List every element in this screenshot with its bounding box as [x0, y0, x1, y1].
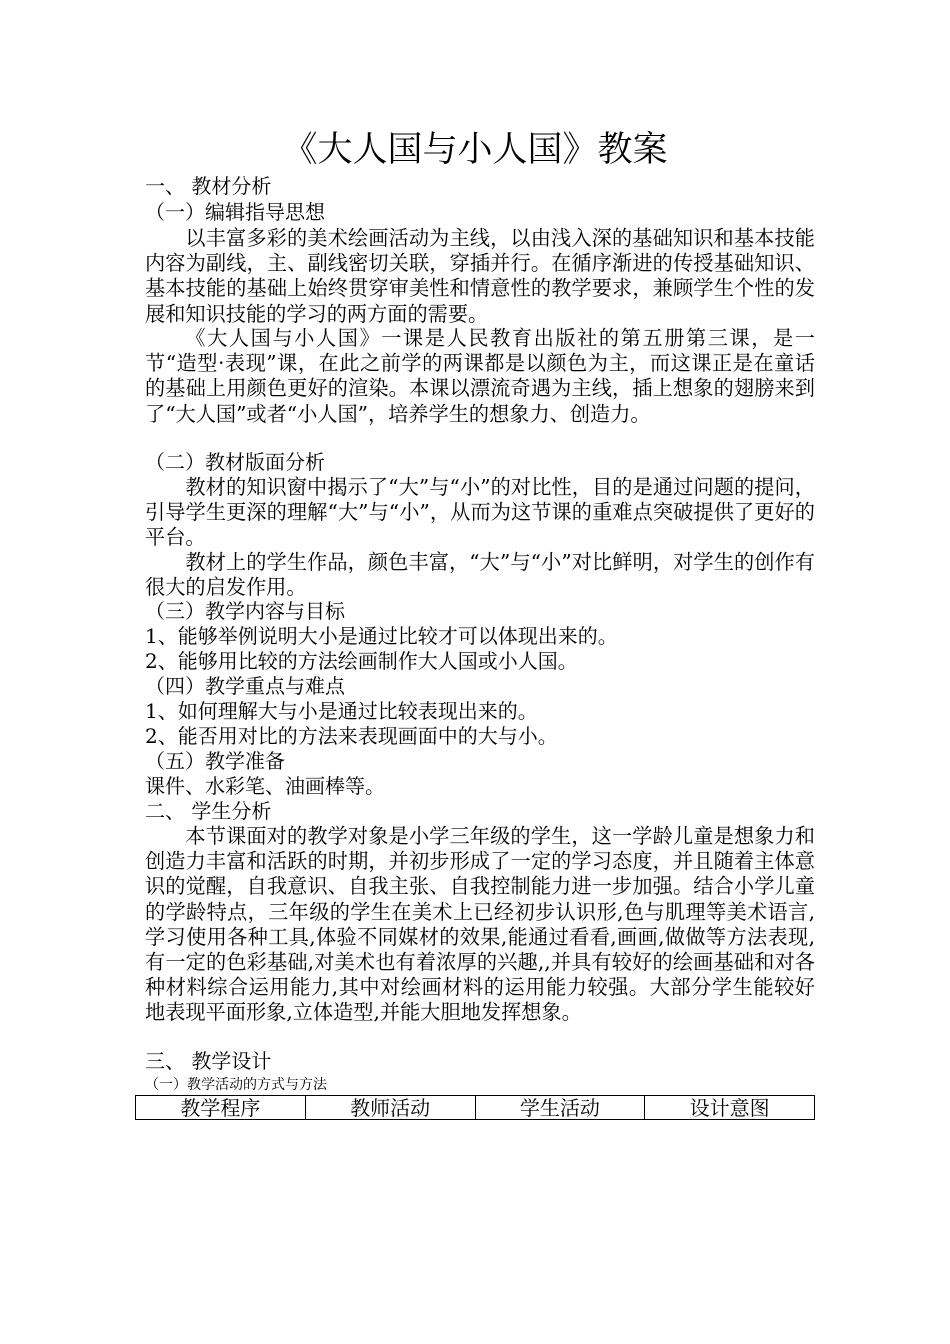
- column-header-procedure: 教学程序: [136, 1096, 306, 1120]
- section-2-heading: 二、 学生分析: [145, 799, 272, 823]
- document-title: 《大人国与小人国》教案: [282, 130, 668, 170]
- subsection-1-3-heading: （三）教学内容与目标: [145, 599, 345, 623]
- section-3-heading: 三、 教学设计: [145, 1049, 272, 1073]
- column-header-teacher-activity: 教师活动: [305, 1096, 475, 1120]
- key-point-item-1: 1、如何理解大与小是通过比较表现出来的。: [145, 699, 538, 723]
- paragraph-lesson-intro: 《大人国与小人国》一课是人民教育出版社的第五册第三课，是一节“造型·表现”课，在此之前学的两课都是以颜色为主，而这课正是在童话的基础上用颜色更好的渲染。本课以漂流奇遇为主线，插上想象的翅膀来到了“大人国”或者“小人国”，培养学生的想象力、创造力。: [145, 326, 815, 426]
- column-header-student-activity: 学生活动: [475, 1096, 645, 1120]
- subsection-1-1-heading: （一）编辑指导思想: [145, 200, 325, 224]
- table-header-row: [136, 1096, 815, 1120]
- paragraph-editing-guidance: 以丰富多彩的美术绘画活动为主线，以由浅入深的基础知识和基本技能内容为副线，主、副线密切关联，穿插并行。在循序渐进的传授基础知识、基本技能的基础上始终贯穿审美性和情意性的教学要求，兼顾学生个性的发展和知识技能的学习的两方面的需要。: [145, 226, 815, 326]
- subsection-1-4-heading: （四）教学重点与难点: [145, 674, 345, 698]
- subsection-1-5-heading: （五）教学准备: [145, 749, 285, 773]
- paragraph-student-works: 教材上的学生作品，颜色丰富，“大”与“小”对比鲜明，对学生的创作有很大的启发作用。: [145, 550, 815, 600]
- objective-item-2: 2、能够用比较的方法绘画制作大人国或小人国。: [145, 649, 578, 673]
- key-point-item-2: 2、能否用对比的方法来表现画面中的大与小。: [145, 724, 558, 748]
- column-header-design-intent: 设计意图: [645, 1096, 815, 1120]
- teaching-design-table: [135, 1095, 815, 1120]
- paragraph-knowledge-window: 教材的知识窗中揭示了“大”与“小”的对比性，目的是通过问题的提问，引导学生更深的理解“大”与“小”，从而为这节课的重难点突破提供了更好的平台。: [145, 475, 815, 550]
- subsection-1-2-heading: （二）教材版面分析: [145, 450, 325, 474]
- section-1-heading: 一、 教材分析: [145, 174, 272, 198]
- paragraph-student-analysis: 本节课面对的教学对象是小学三年级的学生，这一学龄儿童是想象力和创造力丰富和活跃的时期，并初步形成了一定的学习态度，并且随着主体意识的觉醒，自我意识、自我主张、自我控制能力进一步加强。结合小学儿童的学龄特点，三年级的学生在美术上已经初步认识形,色与肌理等美术语言,学习使用各种工具,体验不同媒材的效果,能通过看看,画画,做做等方法表现,有一定的色彩基础,对美术也有着浓厚的兴趣,,并具有较好的绘画基础和对各种材料综合运用能力,其中对绘画材料的运用能力较强。大部分学生能较好地表现平面形象,立体造型,并能大胆地发挥想象。: [145, 824, 815, 1025]
- preparation-text: 课件、水彩笔、油画棒等。: [145, 774, 385, 798]
- subsection-3-1-heading: （一）教学活动的方式与方法: [145, 1077, 327, 1093]
- objective-item-1: 1、能够举例说明大小是通过比较才可以体现出来的。: [145, 624, 618, 648]
